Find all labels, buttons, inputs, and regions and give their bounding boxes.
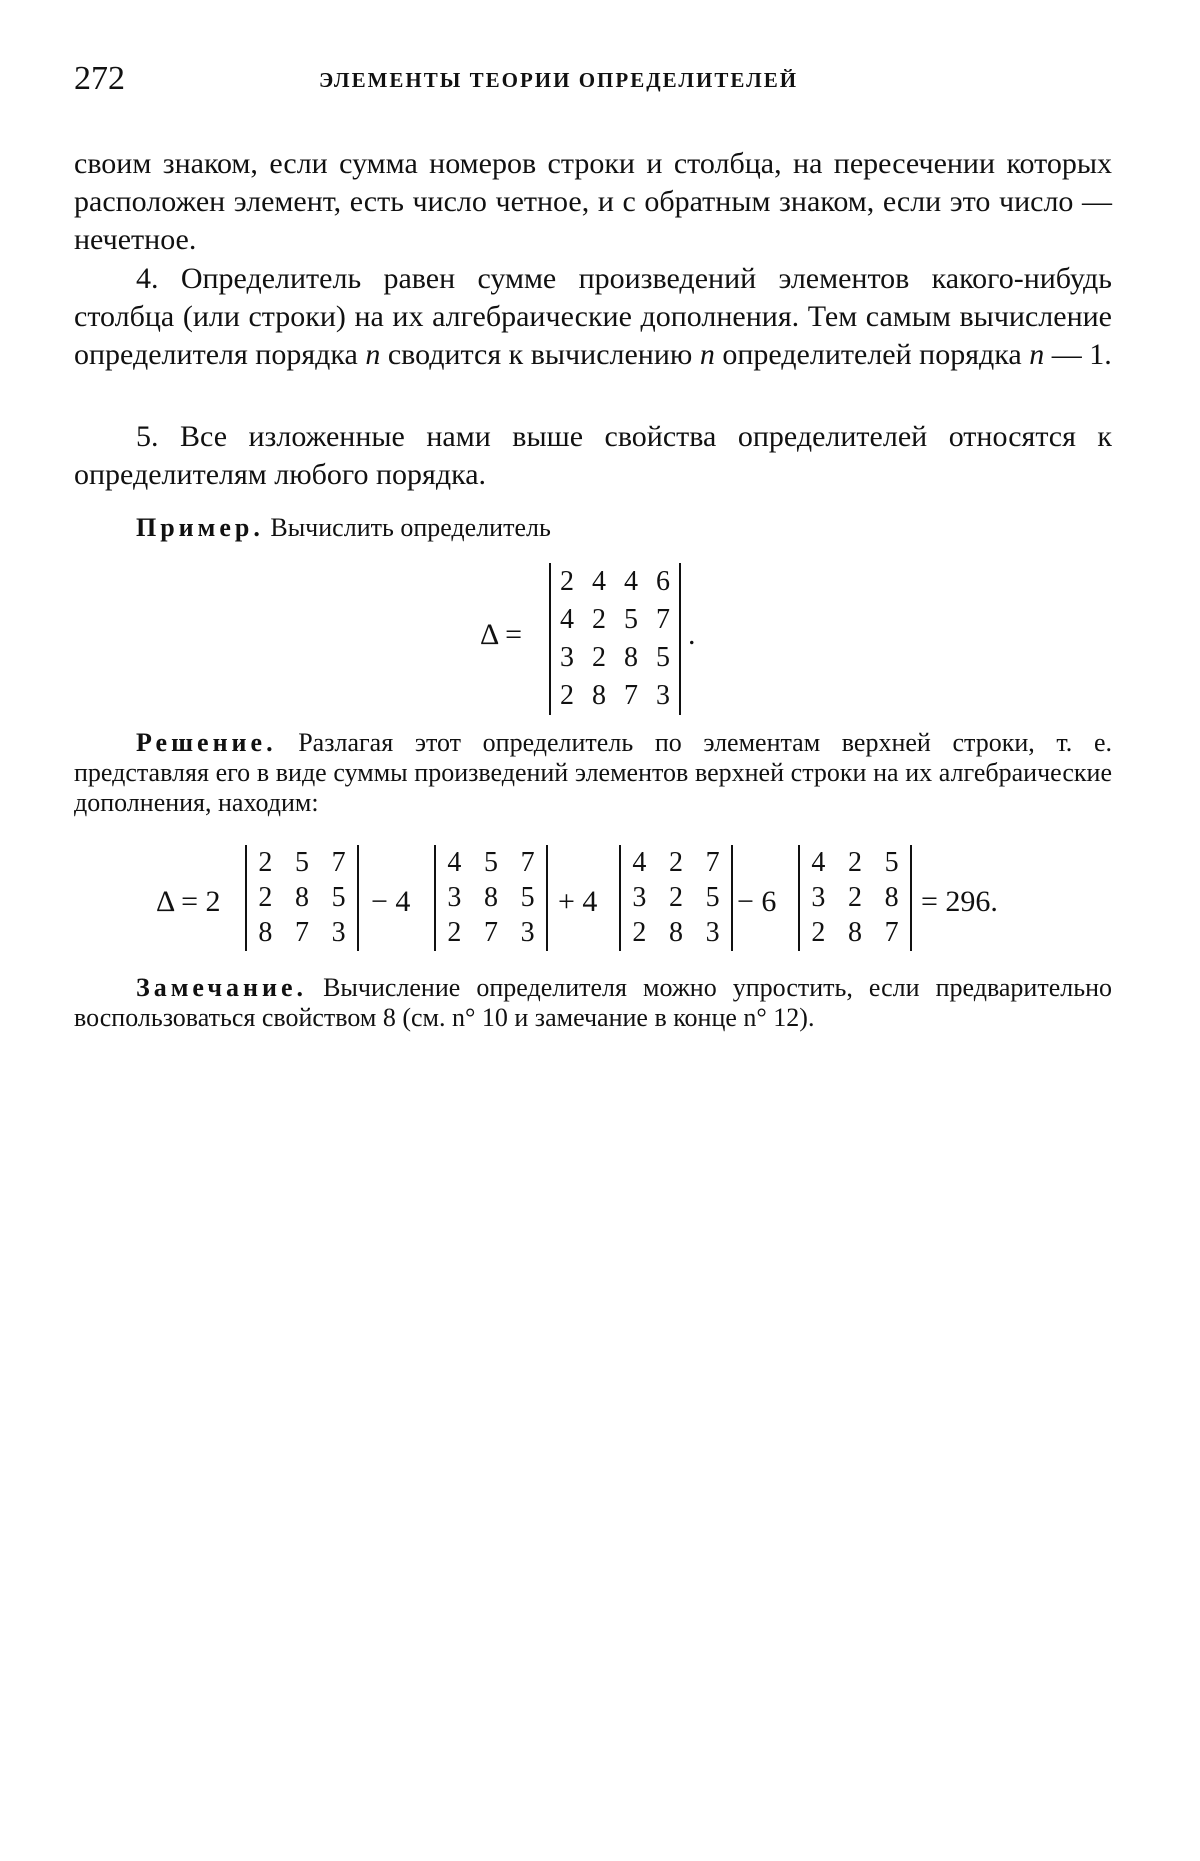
determinant-entry: 5 — [483, 847, 498, 878]
determinant-row — [800, 915, 910, 950]
determinant-entry: 4 — [811, 847, 826, 878]
determinant-entry: 8 — [592, 680, 606, 711]
determinant-row — [551, 563, 679, 601]
determinant-entry: 3 — [705, 917, 720, 948]
determinant-4x4 — [549, 563, 681, 715]
determinant-entry: 5 — [294, 847, 309, 878]
paragraph-property-4 — [74, 260, 1112, 374]
determinant-entry: 3 — [520, 917, 535, 948]
determinant-entry: 4 — [560, 604, 574, 635]
determinant-row — [247, 845, 357, 880]
determinant-entry: 7 — [294, 917, 309, 948]
determinant-entry: 2 — [258, 847, 273, 878]
determinant-row — [800, 880, 910, 915]
paragraph-property-5: 5. Все изложенные нами выше свойства определителей относятся к определителям любого порядка. — [74, 420, 1112, 491]
determinant-row — [551, 639, 679, 677]
determinant-entry: 2 — [668, 847, 683, 878]
determinant-entry: 7 — [705, 847, 720, 878]
determinant-row — [436, 915, 546, 950]
determinant-row — [621, 915, 731, 950]
p4-part-d: — 1. — [1044, 338, 1112, 371]
determinant-entry: 8 — [294, 882, 309, 913]
determinant-entry: 5 — [520, 882, 535, 913]
paragraph-continuation: своим знаком, если сумма номеров строки и столбца, на пересечении которых расположен элемент, есть число четное, и с обратным знаком, если это число — нечетное. — [74, 147, 1112, 256]
determinant-entry: 2 — [560, 566, 574, 597]
determinant-entry: 5 — [656, 642, 670, 673]
operator: + 4 — [558, 885, 598, 918]
determinant-row — [800, 845, 910, 880]
determinant-entry: 7 — [483, 917, 498, 948]
note-text: Вычисление определителя можно упростить, если предварительно воспользоваться свойством 8 (см. n° 10 и замечание в конце n° 12). — [74, 973, 1112, 1032]
determinant-entry: 3 — [632, 882, 647, 913]
determinant-entry: 8 — [847, 917, 862, 948]
determinant-entry: 5 — [705, 882, 720, 913]
example-label: Пример. — [136, 513, 264, 542]
determinant-entry: 6 — [656, 566, 670, 597]
operator: − 4 — [371, 885, 411, 918]
solution-label: Решение. — [136, 728, 277, 757]
determinant-row — [436, 845, 546, 880]
determinant-entry: 7 — [624, 680, 638, 711]
determinant-row — [621, 845, 731, 880]
determinant-entry: 2 — [668, 882, 683, 913]
determinant-row — [247, 915, 357, 950]
solution-result: = 296. — [921, 885, 998, 918]
p4-part-b: сводится к вычислению — [380, 338, 700, 371]
p4-part-a: 4. Определитель равен сумме произведений элементов какого-нибудь столбца (или строки) на их алгебраические дополнения. Тем самым вычисление определителя порядка — [74, 262, 1112, 371]
note-paragraph — [74, 973, 1112, 1033]
p4-var-n: n — [699, 338, 715, 371]
determinant-entry: 7 — [331, 847, 346, 878]
operator: − 6 — [737, 885, 777, 918]
p4-var-n: n — [1029, 338, 1045, 371]
determinant-entry: 2 — [560, 680, 574, 711]
example-lhs: Δ = — [480, 618, 523, 651]
determinant-entry: 2 — [847, 882, 862, 913]
determinant-entry: 3 — [811, 882, 826, 913]
example-heading — [136, 513, 551, 543]
determinant-entry: 4 — [592, 566, 606, 597]
minor-determinant — [798, 845, 912, 951]
determinant-entry: 2 — [811, 917, 826, 948]
solution-lhs: Δ = 2 — [156, 885, 221, 918]
determinant-entry: 7 — [656, 604, 670, 635]
determinant-row — [436, 880, 546, 915]
determinant-entry: 2 — [447, 917, 462, 948]
p4-part-c: определителей порядка — [714, 338, 1030, 371]
page-header — [74, 60, 1114, 100]
example-period: . — [688, 618, 696, 651]
determinant-entry: 5 — [331, 882, 346, 913]
determinant-entry: 2 — [258, 882, 273, 913]
running-title: ЭЛЕМЕНТЫ ТЕОРИИ ОПРЕДЕЛИТЕЛЕЙ — [319, 68, 799, 92]
p4-var-n: n — [365, 338, 381, 371]
determinant-entry: 3 — [331, 917, 346, 948]
determinant-entry: 7 — [520, 847, 535, 878]
note-label: Замечание. — [136, 973, 307, 1002]
determinant-row — [551, 677, 679, 715]
minor-determinant — [619, 845, 733, 951]
determinant-entry: 2 — [847, 847, 862, 878]
determinant-entry: 5 — [624, 604, 638, 635]
determinant-entry: 4 — [624, 566, 638, 597]
page-number: 272 — [74, 60, 125, 97]
minor-determinant — [434, 845, 548, 951]
determinant-entry: 5 — [884, 847, 899, 878]
determinant-entry: 2 — [592, 604, 606, 635]
solution-paragraph — [74, 728, 1112, 818]
determinant-entry: 2 — [632, 917, 647, 948]
determinant-entry: 8 — [884, 882, 899, 913]
determinant-entry: 4 — [447, 847, 462, 878]
determinant-entry: 8 — [624, 642, 638, 673]
determinant-entry: 7 — [884, 917, 899, 948]
determinant-entry: 8 — [258, 917, 273, 948]
determinant-entry: 3 — [560, 642, 574, 673]
determinant-entry: 8 — [668, 917, 683, 948]
determinant-entry: 4 — [632, 847, 647, 878]
determinant-row — [551, 601, 679, 639]
determinant-entry: 8 — [483, 882, 498, 913]
example-text: Вычислить определитель — [263, 513, 551, 542]
minor-determinant — [245, 845, 359, 951]
solution-text: Разлагая этот определитель по элементам верхней строки, т. е. представляя его в виде суммы произведений элементов верхней строки на их алгебраические дополнения, находим: — [74, 728, 1112, 817]
determinant-entry: 2 — [592, 642, 606, 673]
determinant-entry: 3 — [656, 680, 670, 711]
determinant-row — [621, 880, 731, 915]
determinant-entry: 3 — [447, 882, 462, 913]
determinant-row — [247, 880, 357, 915]
